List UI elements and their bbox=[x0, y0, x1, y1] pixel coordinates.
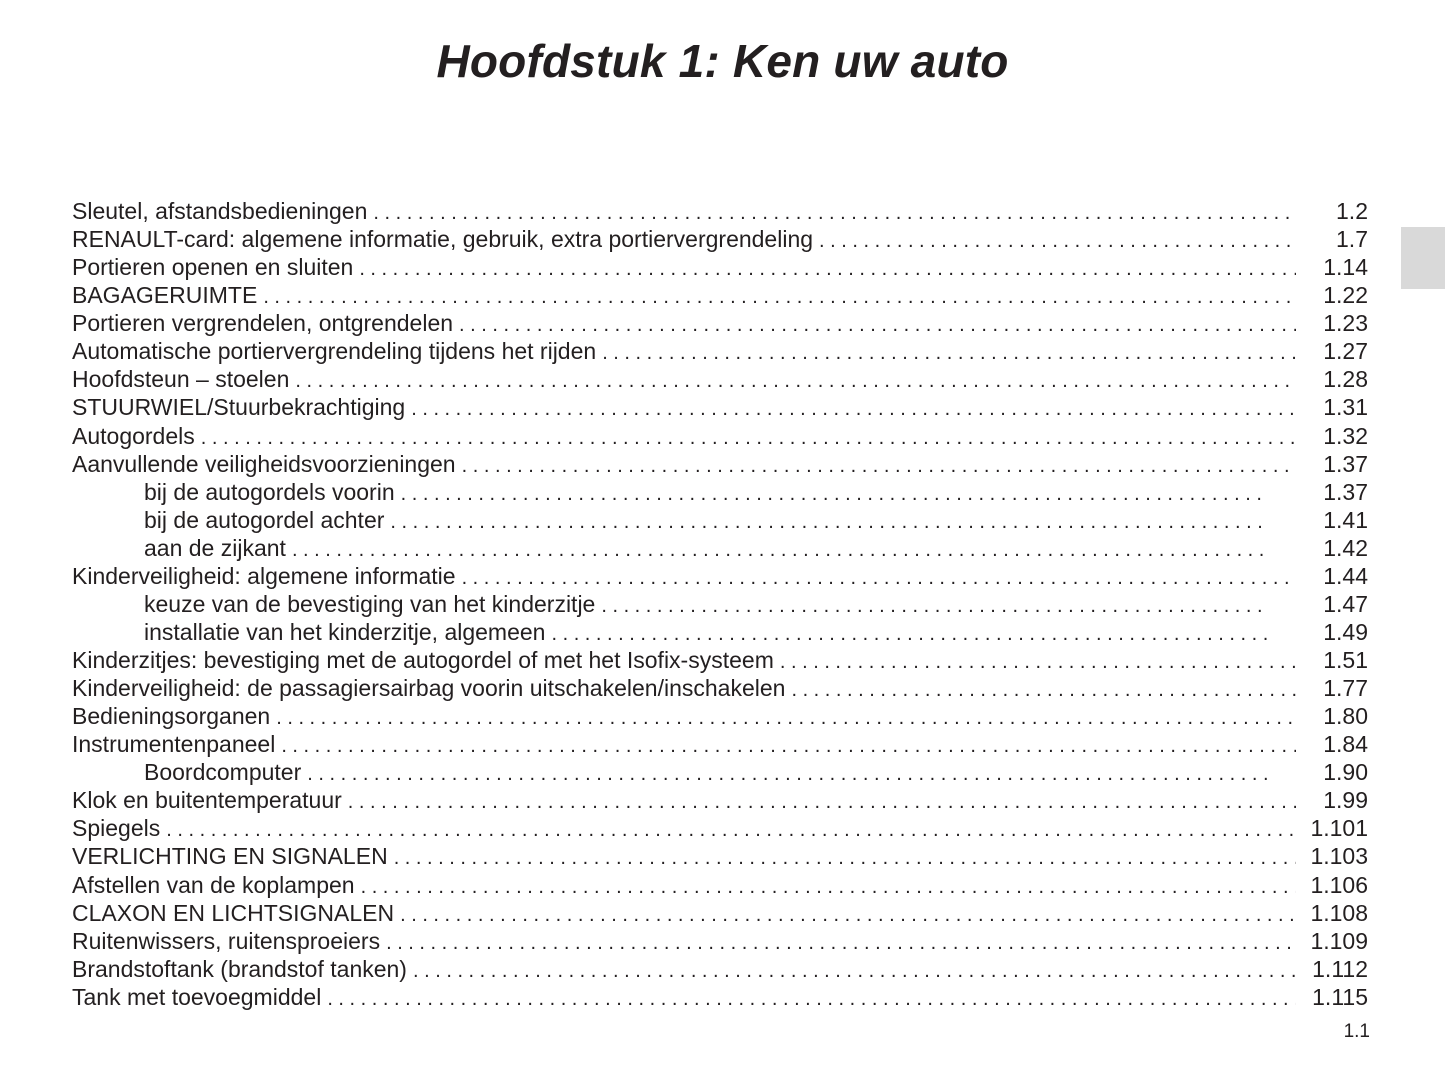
chapter-thumb-tab bbox=[1401, 227, 1445, 289]
toc-entry-page: 1.37 bbox=[1296, 478, 1368, 506]
toc-entry[interactable] bbox=[72, 702, 1368, 730]
toc-entry[interactable] bbox=[72, 393, 1368, 421]
toc-dot-leader bbox=[348, 788, 1296, 816]
toc-entry-page: 1.80 bbox=[1296, 702, 1368, 730]
toc-dot-leader bbox=[462, 452, 1296, 480]
toc-entry-label: Hoofdsteun – stoelen bbox=[72, 365, 295, 393]
toc-dot-leader bbox=[780, 648, 1296, 676]
toc-entry[interactable] bbox=[72, 337, 1368, 365]
toc-dot-leader bbox=[400, 901, 1296, 929]
toc-entry-label: Bedieningsorganen bbox=[72, 702, 276, 730]
toc-dot-leader bbox=[413, 957, 1296, 985]
toc-entry-page: 1.32 bbox=[1296, 422, 1368, 450]
toc-entry-label: Automatische portiervergrendeling tijdens het rijden bbox=[72, 337, 602, 365]
toc-entry-page: 1.7 bbox=[1296, 225, 1368, 253]
toc-entry-page: 1.14 bbox=[1296, 253, 1368, 281]
toc-dot-leader bbox=[292, 536, 1268, 564]
page-number: 1.1 bbox=[1343, 1021, 1370, 1042]
toc-entry-label: bij de autogordel achter bbox=[72, 506, 390, 534]
toc-entry-label: Klok en buitentemperatuur bbox=[72, 786, 348, 814]
toc-subentry[interactable] bbox=[72, 534, 1368, 562]
toc-entry-label: VERLICHTING EN SIGNALEN bbox=[72, 842, 394, 870]
toc-entry-label: Afstellen van de koplampen bbox=[72, 871, 361, 899]
toc-entry-page: 1.22 bbox=[1296, 281, 1368, 309]
toc-entry[interactable] bbox=[72, 927, 1368, 955]
toc-entry-page: 1.47 bbox=[1296, 590, 1368, 618]
toc-entry-page: 1.101 bbox=[1296, 814, 1368, 842]
toc-entry-page: 1.31 bbox=[1296, 393, 1368, 421]
toc-entry[interactable] bbox=[72, 842, 1368, 870]
toc-dot-leader bbox=[411, 395, 1296, 423]
toc-entry-page: 1.2 bbox=[1296, 197, 1368, 225]
toc-entry[interactable] bbox=[72, 646, 1368, 674]
toc-entry-page: 1.49 bbox=[1296, 618, 1368, 646]
toc-dot-leader bbox=[361, 873, 1296, 901]
toc-entry-label: Portieren vergrendelen, ontgrendelen bbox=[72, 309, 459, 337]
toc-dot-leader bbox=[601, 592, 1268, 620]
toc-entry-page: 1.37 bbox=[1296, 450, 1368, 478]
toc-entry-page: 1.27 bbox=[1296, 337, 1368, 365]
toc-entry[interactable] bbox=[72, 253, 1368, 281]
toc-entry-label: keuze van de bevestiging van het kinderzitje bbox=[72, 590, 601, 618]
toc-entry[interactable] bbox=[72, 983, 1368, 1011]
toc-entry[interactable] bbox=[72, 281, 1368, 309]
toc-dot-leader bbox=[359, 255, 1296, 283]
toc-subentry[interactable] bbox=[72, 590, 1368, 618]
toc-entry-label: Spiegels bbox=[72, 814, 166, 842]
toc-entry[interactable] bbox=[72, 450, 1368, 478]
toc-entry-page: 1.109 bbox=[1296, 927, 1368, 955]
toc-dot-leader bbox=[459, 311, 1296, 339]
toc-entry-page: 1.115 bbox=[1296, 983, 1368, 1011]
toc-entry-label: Brandstoftank (brandstof tanken) bbox=[72, 955, 413, 983]
toc-entry-page: 1.77 bbox=[1296, 674, 1368, 702]
toc-dot-leader bbox=[390, 508, 1268, 536]
chapter-title: Hoofdstuk 1: Ken uw auto bbox=[436, 35, 1009, 87]
toc-dot-leader bbox=[551, 620, 1268, 648]
toc-entry[interactable] bbox=[72, 730, 1368, 758]
toc-dot-leader bbox=[602, 339, 1296, 367]
toc-entry-label: Boordcomputer bbox=[72, 758, 307, 786]
toc-entry-page: 1.42 bbox=[1296, 534, 1368, 562]
toc-dot-leader bbox=[819, 227, 1296, 255]
toc-dot-leader bbox=[401, 480, 1268, 508]
toc-entry-label: bij de autogordels voorin bbox=[72, 478, 401, 506]
toc-entry-label: aan de zijkant bbox=[72, 534, 292, 562]
toc-entry-label: Kinderzitjes: bevestiging met de autogordel of met het Isofix-systeem bbox=[72, 646, 780, 674]
toc-entry-page: 1.84 bbox=[1296, 730, 1368, 758]
toc-entry-page: 1.108 bbox=[1296, 899, 1368, 927]
toc-entry-page: 1.103 bbox=[1296, 842, 1368, 870]
toc-dot-leader bbox=[462, 564, 1296, 592]
toc-entry-label: Kinderveiligheid: algemene informatie bbox=[72, 562, 462, 590]
toc-entry-label: CLAXON EN LICHTSIGNALEN bbox=[72, 899, 400, 927]
toc-dot-leader bbox=[276, 704, 1296, 732]
table-of-contents bbox=[72, 197, 1368, 1011]
toc-dot-leader bbox=[394, 844, 1296, 872]
toc-entry-page: 1.51 bbox=[1296, 646, 1368, 674]
toc-entry[interactable] bbox=[72, 422, 1368, 450]
toc-entry-label: Tank met toevoegmiddel bbox=[72, 983, 327, 1011]
toc-dot-leader bbox=[281, 732, 1296, 760]
toc-entry[interactable] bbox=[72, 814, 1368, 842]
toc-entry[interactable] bbox=[72, 955, 1368, 983]
toc-dot-leader bbox=[307, 760, 1268, 788]
toc-entry[interactable] bbox=[72, 197, 1368, 225]
toc-entry[interactable] bbox=[72, 309, 1368, 337]
toc-entry-label: Kinderveiligheid: de passagiersairbag voorin uitschakelen/inschakelen bbox=[72, 674, 791, 702]
toc-dot-leader bbox=[201, 424, 1296, 452]
toc-dot-leader bbox=[327, 985, 1296, 1013]
toc-dot-leader bbox=[791, 676, 1296, 704]
toc-dot-leader bbox=[386, 929, 1296, 957]
toc-entry-page: 1.23 bbox=[1296, 309, 1368, 337]
toc-dot-leader bbox=[166, 816, 1296, 844]
toc-entry[interactable] bbox=[72, 674, 1368, 702]
toc-entry[interactable] bbox=[72, 225, 1368, 253]
toc-entry-label: installatie van het kinderzitje, algemeen bbox=[72, 618, 551, 646]
toc-entry-label: STUURWIEL/Stuurbekrachtiging bbox=[72, 393, 411, 421]
toc-entry-page: 1.41 bbox=[1296, 506, 1368, 534]
toc-entry[interactable] bbox=[72, 365, 1368, 393]
toc-subentry[interactable] bbox=[72, 618, 1368, 646]
toc-dot-leader bbox=[373, 199, 1296, 227]
toc-entry-page: 1.28 bbox=[1296, 365, 1368, 393]
toc-entry-label: Portieren openen en sluiten bbox=[72, 253, 359, 281]
toc-dot-leader bbox=[263, 283, 1296, 311]
toc-entry-page: 1.99 bbox=[1296, 786, 1368, 814]
toc-entry[interactable] bbox=[72, 786, 1368, 814]
toc-entry-label: Ruitenwissers, ruitensproeiers bbox=[72, 927, 386, 955]
toc-subentry[interactable] bbox=[72, 478, 1368, 506]
toc-entry[interactable] bbox=[72, 562, 1368, 590]
toc-entry[interactable] bbox=[72, 899, 1368, 927]
toc-entry-label: Aanvullende veiligheidsvoorzieningen bbox=[72, 450, 462, 478]
toc-entry-page: 1.90 bbox=[1296, 758, 1368, 786]
toc-subentry[interactable] bbox=[72, 758, 1368, 786]
toc-dot-leader bbox=[295, 367, 1296, 395]
toc-entry-page: 1.44 bbox=[1296, 562, 1368, 590]
toc-entry-label: Autogordels bbox=[72, 422, 201, 450]
toc-entry-label: BAGAGERUIMTE bbox=[72, 281, 263, 309]
toc-entry-label: RENAULT-card: algemene informatie, gebruik, extra portiervergrendeling bbox=[72, 225, 819, 253]
toc-entry[interactable] bbox=[72, 871, 1368, 899]
toc-subentry[interactable] bbox=[72, 506, 1368, 534]
toc-entry-page: 1.106 bbox=[1296, 871, 1368, 899]
toc-entry-page: 1.112 bbox=[1296, 955, 1368, 983]
toc-entry-label: Sleutel, afstandsbedieningen bbox=[72, 197, 373, 225]
toc-entry-label: Instrumentenpaneel bbox=[72, 730, 281, 758]
